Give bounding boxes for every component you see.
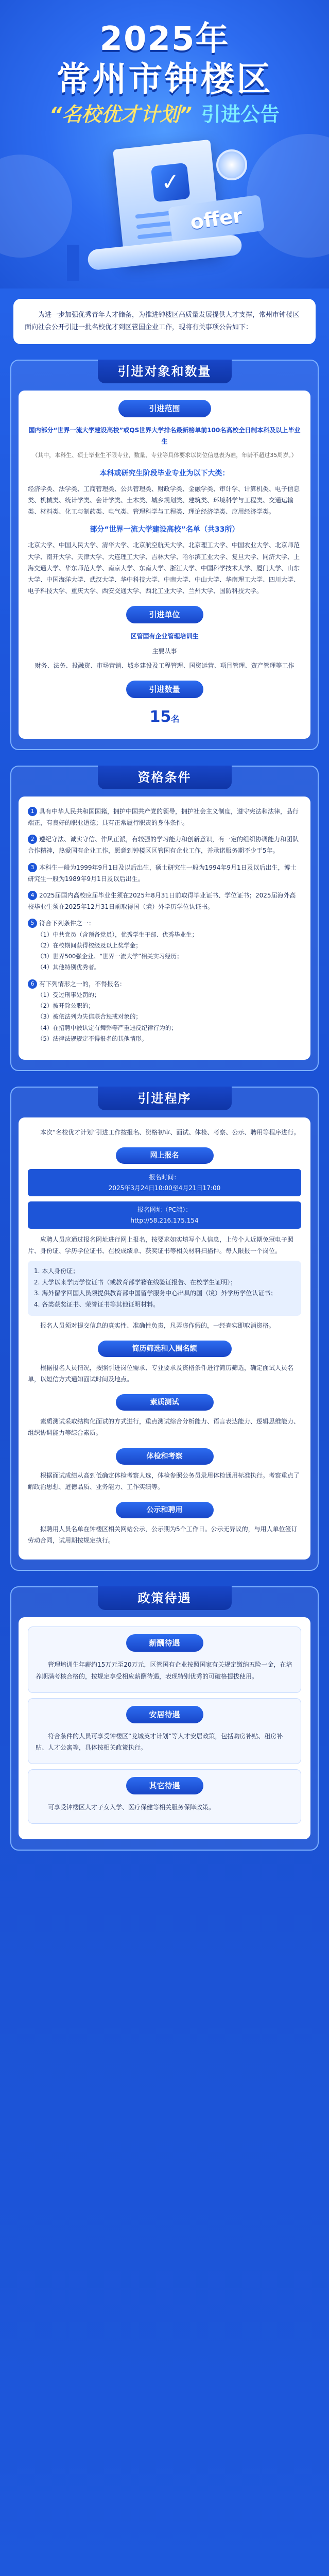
section-title: 引进程序 [98, 1087, 232, 1110]
sub-item: （5）法律法规规定不得报名的其他情形。 [37, 1035, 148, 1042]
range-pill: 引进范围 [118, 400, 211, 417]
hero-banner [0, 0, 329, 289]
physical-text: 根据面试成绩从高到低确定体检考察人选，体检参照公务员录用体检通用标准执行。考察重点了解政治思想、道德品质、业务能力、工作实绩等。 [28, 1471, 300, 1490]
list-item: 5 符合下列条件之一： （1）中共党员（含预备党员），优秀学生干部、优秀毕业生； （2）在校期间获得校级及以上奖学金； （3）世界500强企业、“世界一流大学”相关实习经历； （4）其他特别优秀者。 [28, 918, 301, 973]
note-item: 4. 各类获奖证书、荣誉证书等其他证明材料。 [34, 1301, 160, 1309]
note-item: 2. 大学以来学历学位证书（或教育部学籍在线验证报告、在校学生证明）； [34, 1278, 237, 1286]
section-title: 政策待遇 [98, 1586, 232, 1610]
hero-subtitle [0, 100, 329, 129]
number-badge: 5 [28, 919, 37, 928]
other-card [28, 1769, 301, 1824]
test-text: 素质测试采取结构化面试的方式进行，重点测试综合分析能力、语言表达能力、逻辑思维能力、组织协调能力等综合素质。 [28, 1418, 300, 1437]
units-heading: 区管国有企业管理培训生 [130, 633, 199, 640]
sub-item: （2）在校期间获得校级及以上奖学金； [37, 941, 142, 949]
salary-card [28, 1626, 301, 1692]
hero-title: 常州市钟楼区 [56, 59, 273, 99]
salary-text: 管理培训生年薪约15万元至20万元，区管国有企业按照国家有关规定缴纳五险一金，在培养期满考核合格的，按规定享受相应薪酬待遇，表现特别优秀的可破格提拔使用。 [36, 1661, 292, 1680]
publicity-text: 拟聘用人员名单在钟楼区相关网站公示，公示期为5个工作日。公示无异议的，与用人单位签订劳动合同，试用期按规定执行。 [28, 1525, 298, 1545]
hero-subtitle-rest: 引进公告 [201, 103, 280, 126]
section-qualifications [10, 766, 319, 1071]
salary-pill: 薪酬待遇 [126, 1634, 203, 1652]
other-pill: 其它待遇 [126, 1777, 203, 1794]
note-item: 1. 本人身份证； [34, 1267, 79, 1275]
section-benefits [10, 1586, 319, 1851]
intro-text: 为进一步加强优秀青年人才储备，为推进钟楼区高质量发展提供人才支撑，常州市钟楼区面向社会公开引进一批名校优才到区管国企业工作，现将有关事项公告如下： [25, 311, 300, 332]
list-item: 1 具有中华人民共和国国籍，拥护中国共产党的领导，拥护社会主义制度，遵守宪法和法律，品行端正，有良好的职业道德；具有正常履行职责的身体条件。 [28, 807, 299, 827]
housing-pill: 安居待遇 [126, 1706, 203, 1723]
sub-list [28, 990, 301, 1044]
screening-text: 根据报名人员情况，按照引进岗位需求、专业要求及资格条件进行简历筛选，确定面试人员名单，以短信方式通知面试时间及地点。 [28, 1364, 294, 1383]
step-registration: 网上报名 [116, 1147, 214, 1164]
hero-illustration [62, 139, 268, 273]
checkmark-icon: ✓ [151, 163, 191, 202]
hero-subtitle-quote: “名校优才计划” [49, 103, 192, 126]
registration-site: 报名网址（PC端）： http://58.216.175.154 [28, 1201, 301, 1229]
procedure-intro: 本次“名校优才计划”引进工作按报名、资格初审、面试、体检、考察、公示、聘用等程序进行。 [40, 1129, 300, 1137]
count-number: 15 [149, 707, 171, 726]
sub-list [28, 929, 301, 973]
medal-icon [216, 149, 247, 180]
registration-link[interactable]: http://58.216.175.154 [130, 1216, 199, 1224]
number-badge: 1 [28, 807, 37, 816]
registration-text: 应聘人员应通过报名网址进行网上报名，按要求如实填写个人信息，上传个人近期免冠电子照片、身份证、学历学位证书、在校成绩单、获奖证书等相关材料扫描件。每人限报一个岗位。 [28, 1235, 294, 1255]
university-heading: 部分“世界一流大学建设高校”名单（共33所） [90, 526, 239, 534]
step-test: 素质测试 [116, 1394, 214, 1411]
count-unit: 名 [171, 714, 180, 724]
sub-item: （3）世界500强企业、“世界一流大学”相关实习经历； [37, 953, 183, 960]
housing-text: 符合条件的人员可享受钟楼区“龙城英才计划”等人才安居政策，包括购房补贴、租房补贴、人才公寓等，具体按相关政策执行。 [36, 1732, 283, 1751]
step-screening: 简历筛选和入围名额 [98, 1341, 232, 1357]
hero-year: 2025年 [99, 20, 230, 58]
sub-item: （3）被依法列为失信联合惩戒对象的； [37, 1013, 142, 1021]
university-list: 北京大学、中国人民大学、清华大学、北京航空航天大学、北京理工大学、中国农业大学、北京师范大学、南开大学、天津大学、大连理工大学、吉林大学、哈尔滨工业大学、复旦大学、同济大学、上海交通大学、华东师范大学、南京大学、东南大学、浙江大学、中国科学技术大学、厦门大学、山东大学、中国海洋大学、武汉大学、华中科技大学、中南大学、中山大学、华南理工大学、四川大学、电子科技大学、重庆大学、西安交通大学、西北工业大学、兰州大学、国防科技大学。 [28, 541, 300, 595]
step-physical: 体检和考察 [116, 1448, 214, 1465]
step-publicity: 公示和聘用 [116, 1502, 214, 1518]
list-item: 2 遵纪守法、诚实守信、作风正派，有较强的学习能力和创新意识，有一定的组织协调能力和团队合作精神，热爱国有企业工作，愿意到钟楼区区管国有企业工作，并承诺服务期不少于5年。 [28, 836, 299, 855]
registration-notes [28, 1261, 301, 1315]
section-targets [10, 360, 319, 750]
note-item: 3. 海外留学回国人员须提供教育部中国留学服务中心出具的国（境）外学历学位认证书； [34, 1290, 277, 1297]
list-item: 3 本科生一般为1999年9月1日及以后出生，硕士研究生一般为1994年9月1日及以后出生，博士研究生一般为1989年9月1日及以后出生。 [28, 863, 297, 883]
section-body [19, 796, 310, 1060]
section-body [19, 391, 310, 739]
units-fields: 财务、法务、投融资、市场营销、城乡建设及工程管理、国资运营、项目管理、资产管理等工作 [34, 662, 295, 669]
registration-tip: 报名人员须对提交信息的真实性、准确性负责，凡弄虚作假的，一经查实即取消资格。 [40, 1321, 275, 1329]
sub-item: （4）其他特别优秀者。 [37, 963, 100, 971]
list-item: 6 有下列情形之一的，不得报名： （1）受过刑事处罚的； （2）被开除公职的； （3）被依法列为失信联合惩戒对象的； （4）在招聘中被认定有舞弊等严重违反纪律行为的； （5）法律法规规定不得报名的其他情形。 [28, 978, 301, 1045]
range-note: （其中，本科生、硕士毕业生不限专业，数量、专业等具体要求以岗位信息表为准，年龄不超过35周岁。） [32, 452, 297, 459]
undergrad-list: 经济学类、法学类、工商管理类、公共管理类、财政学类、金融学类、审计学、计算机类、电子信息类、机械类、统计学类、会计学类、土木类、城乡规划类、建筑类、环境科学与工程类、交通运输类、材料类、化工与制药类、电气类、管理科学与工程类、理论经济学类、应用经济学类。 [28, 485, 300, 516]
section-body [19, 1617, 310, 1839]
footer-space [0, 1851, 329, 1871]
number-badge: 3 [28, 863, 37, 872]
count-pill: 引进数量 [126, 681, 203, 698]
undergrad-heading: 本科或研究生阶段毕业专业为以下大类： [99, 469, 230, 478]
section-title: 资格条件 [98, 766, 232, 789]
sub-item: （4）在招聘中被认定有舞弊等严重违反纪律行为的； [37, 1024, 177, 1031]
units-pill: 引进单位 [126, 606, 203, 623]
sub-item: （1）中共党员（含预备党员），优秀学生干部、优秀毕业生； [37, 930, 198, 938]
units-sub: 主要从事 [152, 647, 177, 655]
number-badge: 6 [28, 979, 37, 989]
offer-badge: offer [168, 195, 265, 243]
number-badge: 2 [28, 835, 37, 844]
deco-circle [0, 155, 72, 258]
section-procedure [10, 1087, 319, 1571]
count-value [28, 705, 301, 728]
housing-card [28, 1698, 301, 1764]
other-text: 可享受钟楼区人才子女入学、医疗保健等相关服务保障政策。 [48, 1804, 215, 1811]
sub-item: （1）受过刑事处罚的； [37, 991, 100, 998]
registration-time: 报名时间： 2025年3月24日10:00至4月21日17:00 [28, 1169, 301, 1196]
ribbon-icon [67, 245, 79, 281]
section-title: 引进对象和数量 [98, 360, 232, 383]
intro-card [13, 299, 316, 344]
sub-item: （2）被开除公职的； [37, 1002, 94, 1010]
range-text: 国内部分“世界一流大学建设高校”或QS世界大学排名最新榜单前100名高校全日制本科及以上毕业生 [28, 427, 301, 446]
section-body [19, 1117, 310, 1560]
number-badge: 4 [28, 891, 37, 900]
list-item: 4 2025届国内高校应届毕业生须在2025年8月31日前取得毕业证书、学位证书；2025届海外高校毕业生须在2025年12月31日前取得国（境）外学历学位认证书。 [28, 892, 296, 911]
